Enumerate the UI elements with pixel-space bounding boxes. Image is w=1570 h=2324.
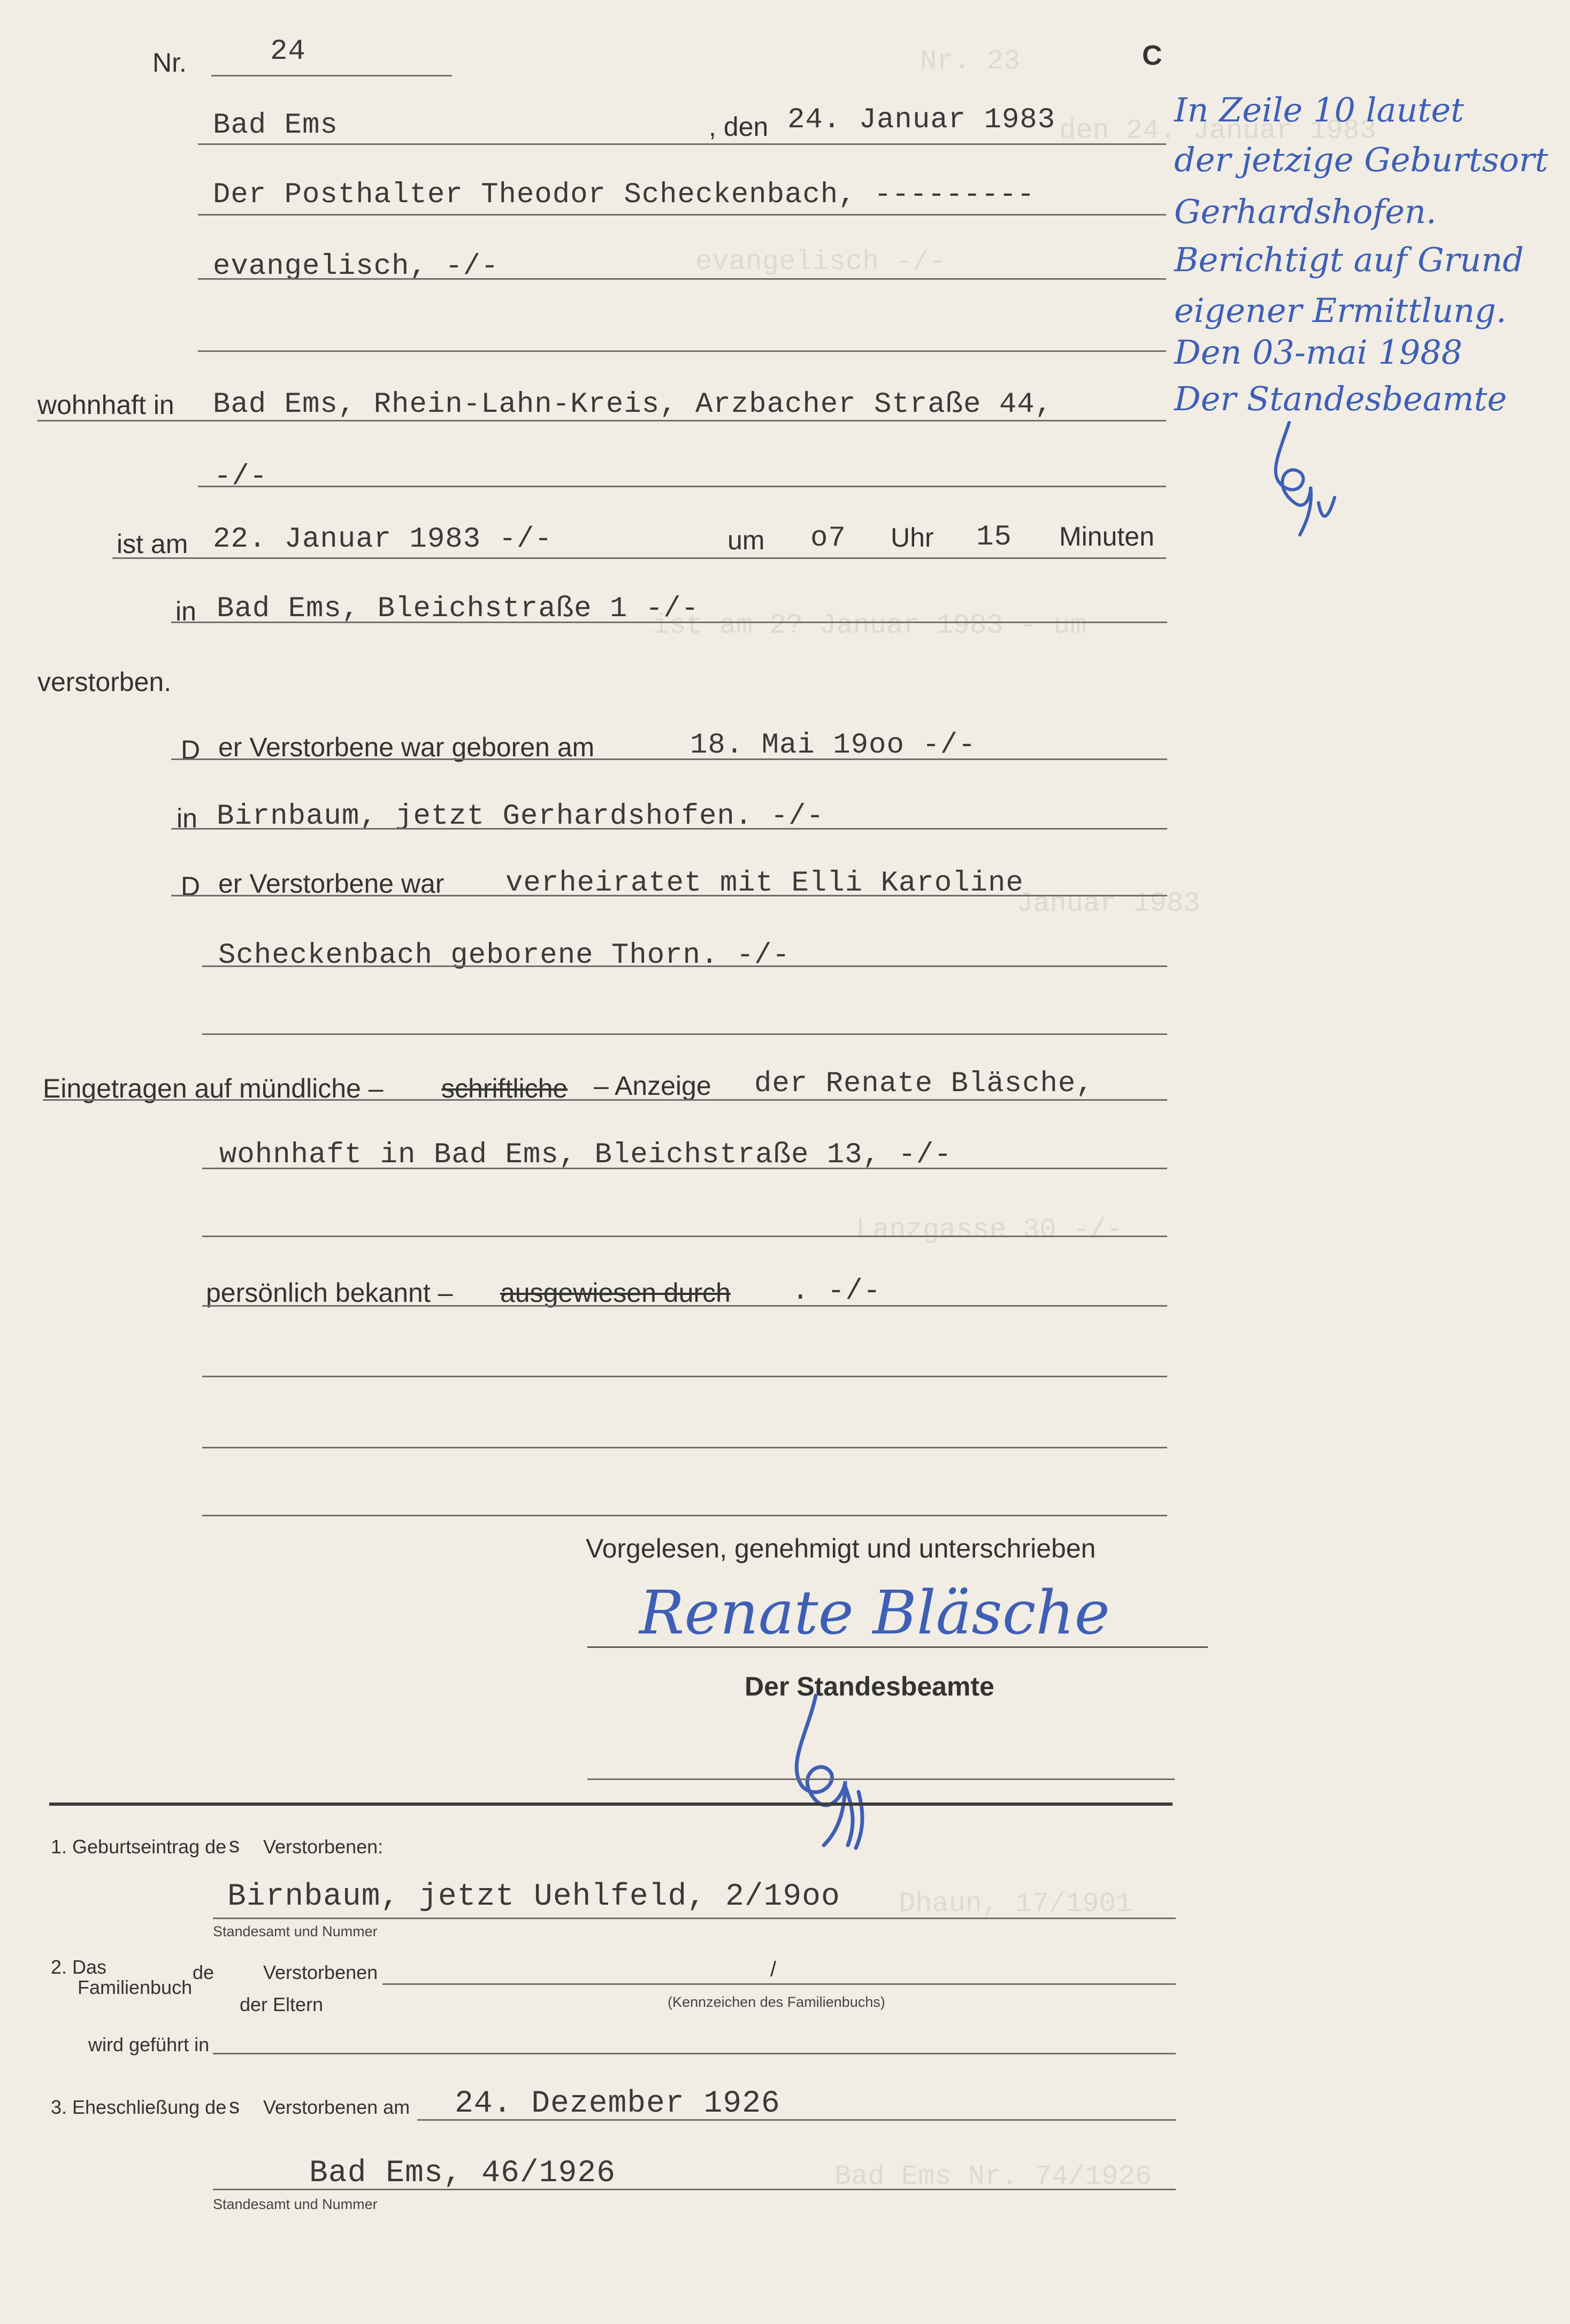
line-rule [198, 350, 1166, 352]
line-rule [202, 1236, 1167, 1237]
form-letter: C [1142, 40, 1162, 71]
known-struck: ausgewiesen durch [500, 1278, 731, 1308]
uhr-label: Uhr [891, 523, 934, 553]
annotation-signature-icon [1246, 417, 1353, 540]
footer-2-familienbuch: Familienbuch [78, 1976, 193, 1998]
bleed-through: Dhaun, 17/1901 [899, 1888, 1132, 1920]
marriage-d-label: D [181, 871, 201, 901]
footer-2-kennzeichen: (Kennzeichen des Familienbuchs) [668, 1994, 885, 2010]
annotation-line: In Zeile 10 lautet [1174, 90, 1464, 129]
line-rule [171, 895, 1167, 896]
footer-3-label-a: 3. Eheschließung de [51, 2096, 227, 2118]
line-rule [417, 2119, 1176, 2121]
known-label: persönlich bekannt – [206, 1278, 453, 1308]
line-rule [202, 1033, 1167, 1035]
line-rule [171, 758, 1167, 760]
deceased-line-1: Der Posthalter Theodor Scheckenbach, --------- [213, 179, 1035, 211]
registry-place: Bad Ems [213, 109, 338, 142]
line-rule [37, 420, 1166, 421]
line-rule [198, 278, 1166, 280]
bleed-through: Januar 1983 [1016, 888, 1200, 919]
nr-rule [211, 75, 452, 76]
footer-3-label-b: Verstorbenen am [263, 2096, 410, 2118]
residence-label: wohnhaft in [37, 390, 174, 420]
birth-place: Birnbaum, jetzt Gerhardshofen. -/- [217, 800, 824, 833]
marriage-text-2: Scheckenbach geborene Thorn. -/- [218, 939, 790, 972]
bleed-through: ist am 2? Januar 1983 - um [653, 610, 1087, 641]
birth-entry-value: Birnbaum, jetzt Uehlfeld, 2/19oo [227, 1880, 840, 1914]
annotation-line: Den 03-mai 1988 [1174, 333, 1462, 372]
footer-3-sub: Standesamt und Nummer [213, 2196, 378, 2212]
line-rule [202, 1447, 1167, 1448]
registrar-signature-icon [765, 1685, 899, 1856]
residence-continuation: -/- [214, 461, 268, 493]
um-label: um [727, 525, 765, 555]
annotation-line: Der Standesbeamte [1174, 379, 1507, 418]
annotation-line: eigener Ermittlung. [1174, 291, 1507, 330]
registrar-rule [587, 1778, 1175, 1780]
registration-label-a: Eingetragen auf mündliche – [43, 1073, 384, 1103]
nr-label: Nr. [152, 48, 187, 78]
deceased-religion: evangelisch, -/- [213, 250, 499, 283]
annotation-line: der jetzige Geburtsort [1174, 140, 1549, 179]
line-rule [213, 2053, 1176, 2054]
footer-2-eltern: der Eltern [240, 1993, 324, 2015]
death-hour: o7 [810, 522, 846, 555]
line-rule [202, 1168, 1167, 1169]
marriage-text: verheiratet mit Elli Karoline [506, 867, 1024, 900]
bleed-through: Nr. 23 [920, 45, 1021, 77]
footer-divider [49, 1803, 1173, 1806]
registrar-title: Der Standesbeamte [745, 1671, 994, 1701]
read-approved-signed: Vorgelesen, genehmigt und unterschrieben [586, 1533, 1096, 1563]
informant-address: wohnhaft in Bad Ems, Bleichstraße 13, -/- [219, 1139, 952, 1171]
line-rule [202, 1305, 1167, 1307]
marriage-label: er Verstorbene war [218, 869, 445, 899]
footer-2-num: 2. Das [51, 1956, 107, 1978]
informant-signature: Renate Bläsche [639, 1578, 1110, 1648]
footer-1-label-a: 1. Geburtseintrag de [51, 1836, 227, 1858]
footer-2-gefuehrt: wird geführt in [88, 2034, 210, 2055]
line-rule [112, 557, 1166, 559]
death-in-label: in [175, 596, 196, 626]
minuten-label: Minuten [1059, 521, 1154, 551]
line-rule [43, 1099, 1167, 1101]
footer-3-s: s [229, 2095, 240, 2118]
footer-2-verstorbenen: Verstorbenen [263, 1961, 378, 1983]
footer-2-de: de [193, 1961, 215, 1983]
line-rule [198, 214, 1166, 216]
line-rule [213, 1918, 1176, 1919]
bleed-through: evangelisch -/- [695, 246, 946, 278]
marriage-entry-value: Bad Ems, 46/1926 [309, 2156, 616, 2191]
birth-in-label: in [177, 803, 197, 833]
line-rule [202, 1376, 1167, 1377]
ist-am-label: ist am [117, 529, 188, 559]
footer-1-s: s [229, 1834, 240, 1857]
line-rule [382, 1983, 1176, 1985]
death-minutes: 15 [976, 521, 1012, 554]
marriage-entry-date: 24. Dezember 1926 [455, 2087, 780, 2121]
informant: der Renate Bläsche, [754, 1068, 1094, 1100]
line-rule [171, 828, 1167, 830]
line-rule [202, 1515, 1167, 1516]
registry-date: 24. Januar 1983 [787, 104, 1056, 136]
line-rule [213, 2189, 1176, 2190]
den-label: , den [709, 112, 769, 142]
bleed-through: den 24. Januar 1983 [1059, 115, 1376, 147]
footer-2-slash: / [770, 1958, 777, 1981]
verstorben-label: verstorben. [37, 667, 172, 697]
registration-struck: schriftliche [441, 1073, 568, 1103]
line-rule [202, 965, 1167, 967]
residence-value: Bad Ems, Rhein-Lahn-Kreis, Arzbacher Straße 44, [213, 388, 1053, 421]
birth-label: er Verstorbene war geboren am [218, 732, 595, 762]
known-value: . -/- [792, 1275, 882, 1308]
entry-number: 24 [270, 35, 306, 68]
footer-1-label-b: Verstorbenen: [263, 1836, 384, 1858]
line-rule [198, 143, 1166, 145]
annotation-line: Berichtigt auf Grund [1174, 240, 1524, 279]
bleed-through: Lanzgasse 30 -/- [856, 1214, 1123, 1246]
birth-date: 18. Mai 19oo -/- [690, 729, 976, 762]
footer-1-sub: Standesamt und Nummer [213, 1923, 378, 1939]
line-rule [171, 622, 1167, 623]
death-place: Bad Ems, Bleichstraße 1 -/- [217, 593, 699, 625]
annotation-line: Gerhardshofen. [1174, 192, 1437, 231]
birth-d-label: D [181, 735, 201, 765]
bleed-through: Bad Ems Nr. 74/1926 [834, 2161, 1152, 2192]
registration-label-b: – Anzeige [594, 1071, 711, 1101]
line-rule [198, 486, 1166, 487]
signature-rule [587, 1646, 1208, 1648]
death-date: 22. Januar 1983 -/- [213, 523, 553, 556]
